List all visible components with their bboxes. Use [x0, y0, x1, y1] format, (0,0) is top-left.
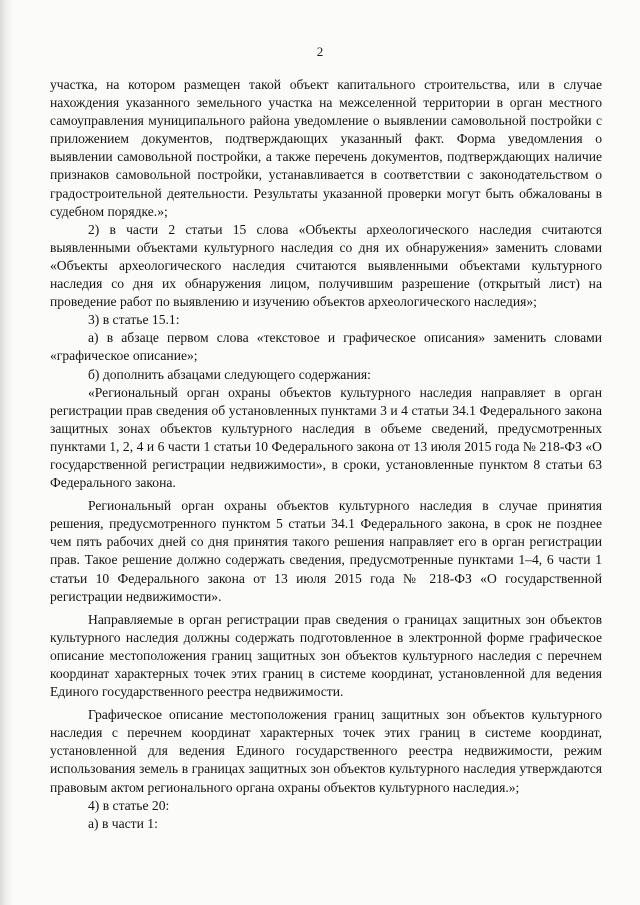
paragraph-quote-4: Графическое описание местоположения границ защитных зон объектов культурного наследия с перечнем координат характерных точек этих границ в системе координат, установленной для ведения Единого государственного реестра недвижимости, режим использования земель в границах защитных зон объектов культурного наследия утверждаются правовым актом регионального органа охраны объектов культурного наследия.»; — [50, 707, 602, 795]
page-number: 2 — [316, 44, 324, 59]
paragraph-item-3: 3) в статье 15.1: — [88, 312, 180, 328]
paragraph-quote-3: Направляемые в орган регистрации прав сведения о границах защитных зон объектов культурного наследия должны содержать подготовленное в электронной форме графическое описание местоположения границ защитных зон объектов культурного наследия с перечнем координат характерных точек этих границ в системе координат, установленной для ведения Единого государственного реестра недвижимости. — [50, 611, 602, 700]
paragraph-subitem-b: б) дополнить абзацами следующего содержания: — [88, 366, 371, 382]
paragraph-item-2: 2) в части 2 статьи 15 слова «Объекты археологического наследия считаются выявленными объектами культурного наследия со дня их обнаружения» заменить словами «Объекты археологического наследия считаются выявленными объектами культурного наследия со дня их обнаружения лицом, получившим разрешение (открытый лист) на проведение работ по выявлению и изучению объектов археологического наследия»; — [50, 221, 602, 310]
document-body — [50, 76, 602, 833]
paragraph-continuation: участка, на котором размещен такой объект капитального строительства, или в случае нахождения указанного земельного участка на межселенной территории в орган местного самоуправления муниципального района уведомление о выявлении самовольной постройки с приложением документов, подтверждающих указанный факт. Форма уведомления о выявлении самовольной постройки, а также перечень документов, подтверждающих наличие признаков самовольной постройки, устанавливается в соответствии с законодательством о градостроительной деятельности. Результаты указанной проверки могут быть обжалованы в судебном порядке.»; — [50, 77, 602, 219]
scan-shadow-edge — [0, 0, 14, 905]
paragraph-subitem-a-part-1: а) в части 1: — [88, 815, 158, 831]
paragraph-subitem-a: а) в абзаце первом слова «текстовое и графическое описания» заменить словами «графическое описание»; — [50, 330, 602, 364]
paragraph-quote-1: «Региональный орган охраны объектов культурного наследия направляет в орган регистрации прав сведения об установленных пунктами 3 и 4 статьи 34.1 Федерального закона защитных зонах объектов культурного наследия в объеме сведений, предусмотренных пунктами 1, 2, 4 и 6 части 1 статьи 10 Федерального закона от 13 июля 2015 года № 218-ФЗ «О государственной регистрации недвижимости», в сроки, установленные пунктом 8 статьи 63 Федерального закона. — [50, 384, 602, 491]
paragraph-quote-2: Региональный орган охраны объектов культурного наследия в случае принятия решения, предусмотренного пунктом 5 статьи 34.1 Федерального закона, в срок не позднее чем пять рабочих дней со дня принятия такого решения направляет его в орган регистрации прав. Такое решение должно содержать сведения, предусмотренные пунктами 1–4, 6 части 1 статьи 10 Федерального закона от 13 июля 2015 года № 218-ФЗ «О государственной регистрации недвижимости». — [50, 498, 602, 604]
paragraph-item-4: 4) в статье 20: — [88, 797, 170, 813]
